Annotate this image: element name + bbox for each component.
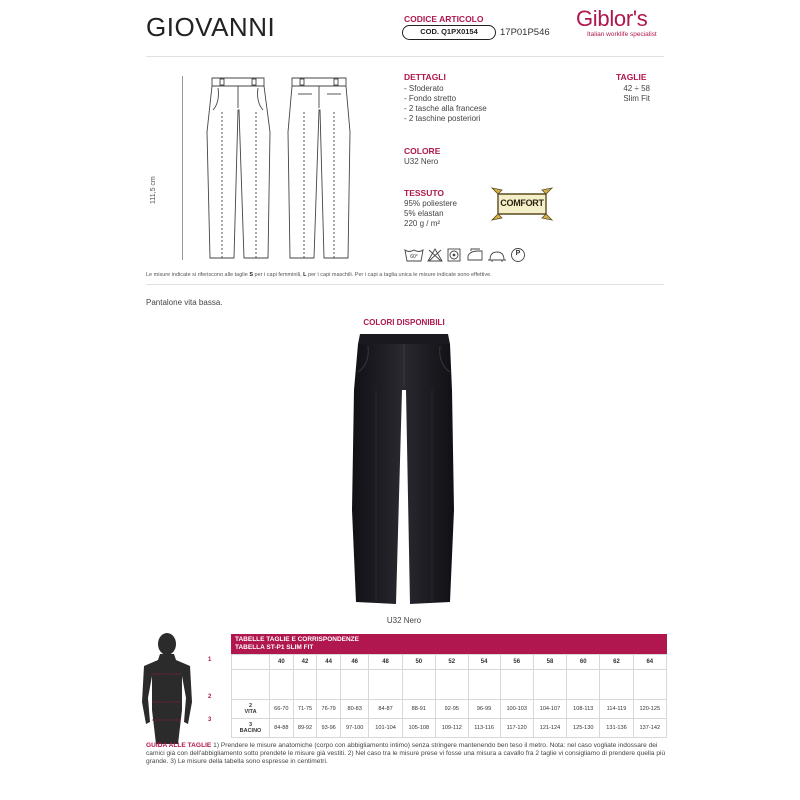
table-cell: 71-75 — [293, 700, 317, 719]
comfort-badge-label: COMFORT — [500, 198, 544, 208]
table-cell: 131-136 — [600, 719, 633, 738]
table-cell: 114-119 — [600, 700, 633, 719]
product-photo-trousers — [340, 330, 470, 610]
size-guide: GUIDA ALLE TAGLIE 1) Prendere le misure anatomiche (corpo con abbigliamento intimo) senza stringere mantenendo ben teso il metro. Nota: nel caso vogliate indossare dei camici già con dell'abbigliamento sotto prendete le misure già vestiti. 2) Nel caso tra le misure prese vi fosse una misura a cavallo fra 2 taglie vi consigliamo di prendere quella più grande. 3) Le misure della tabella sono espresse in centimetri. — [146, 742, 666, 765]
size-table-header: TABELLE TAGLIE E CORRISPONDENZE TABELLA ST-P1 SLIM FIT — [231, 634, 667, 654]
size-cell: 44 — [317, 655, 341, 670]
brand-tagline: Italian worklife specialist — [587, 31, 657, 38]
table-cell: 109-112 — [435, 719, 468, 738]
dry-icon — [488, 252, 506, 262]
size-cell: 60 — [567, 655, 600, 670]
table-cell: 121-124 — [533, 719, 566, 738]
size-table — [231, 634, 667, 738]
details-item: - 2 tasche alla francese — [404, 104, 487, 113]
row-label: 3 BACINO — [232, 719, 270, 738]
table-cell: 104-107 — [533, 700, 566, 719]
size-cell: 40 — [270, 655, 294, 670]
table-cell: 120-125 — [633, 700, 666, 719]
details-list — [404, 84, 487, 124]
height-label: 111,5 cm — [150, 176, 157, 204]
size-table-spacer-row — [232, 670, 667, 700]
table-cell: 108-113 — [567, 700, 600, 719]
technical-drawing — [200, 72, 380, 264]
wash-temp: 60° — [410, 254, 418, 260]
table-cell: 84-87 — [369, 700, 402, 719]
size-cell: 42 — [293, 655, 317, 670]
table-cell: 105-108 — [402, 719, 435, 738]
fabric-item: 220 g / m² — [404, 219, 441, 228]
details-item: - 2 taschine posteriori — [404, 114, 481, 123]
size-cell: 64 — [633, 655, 666, 670]
fabric-label: TESSUTO — [404, 188, 444, 198]
care-icons — [404, 246, 528, 264]
size-cell: 46 — [340, 655, 368, 670]
details-label: DETTAGLI — [404, 72, 446, 82]
available-colours-label: COLORI DISPONIBILI — [363, 318, 445, 327]
colour-value: U32 Nero — [404, 157, 439, 166]
table-cell: 137-142 — [633, 719, 666, 738]
body-figure-icon — [140, 632, 194, 744]
back-view — [288, 78, 350, 258]
body-mark-3: 3 — [208, 717, 212, 723]
available-colour-name: U32 Nero — [386, 616, 422, 625]
size-cell: 52 — [435, 655, 468, 670]
table-cell: 66-70 — [270, 700, 294, 719]
table-cell: 97-100 — [340, 719, 368, 738]
product-description: Pantalone vita bassa. — [146, 298, 223, 307]
product-name: GIOVANNI — [146, 12, 276, 42]
table-cell: 100-103 — [500, 700, 533, 719]
body-mark-2: 2 — [208, 694, 212, 700]
size-cell: 58 — [533, 655, 566, 670]
table-cell: 117-120 — [500, 719, 533, 738]
table-cell: 84-88 — [270, 719, 294, 738]
body-mark-1: 1 — [208, 657, 212, 663]
row-label: 2 VITA — [232, 700, 270, 719]
note-divider — [146, 284, 664, 285]
fabric-item: 5% elastan — [404, 209, 444, 218]
table-row — [232, 719, 667, 738]
table-cell: 88-91 — [402, 700, 435, 719]
details-item: - Fondo stretto — [404, 94, 457, 103]
size-note: Le misure indicate si riferiscono alle taglie S per i capi femminili, L per i capi maschili. Per i capi a taglia unica le misure indicate sono effettive. — [146, 272, 492, 278]
size-cell: 62 — [600, 655, 633, 670]
size-cell: 54 — [468, 655, 500, 670]
fabric-list — [404, 199, 457, 229]
code-label: CODICE ARTICOLO — [404, 14, 484, 24]
header-divider — [146, 56, 664, 57]
size-cell: 48 — [369, 655, 402, 670]
dry-clean-letter: P — [515, 250, 521, 257]
table-cell: 92-95 — [435, 700, 468, 719]
details-item: - Sfoderato — [404, 84, 444, 93]
front-view — [207, 78, 270, 258]
size-cell: 56 — [500, 655, 533, 670]
table-cell: 113-116 — [468, 719, 500, 738]
iron-icon — [468, 249, 482, 260]
table-row — [232, 700, 667, 719]
size-table-sizes-row — [232, 655, 667, 670]
height-line — [182, 76, 183, 260]
table-cell: 93-96 — [317, 719, 341, 738]
code-alt: 17P01P546 — [500, 27, 550, 38]
table-cell: 89-92 — [293, 719, 317, 738]
table-cell: 96-99 — [468, 700, 500, 719]
brand-logo: Giblor's — [576, 6, 648, 31]
fabric-item: 95% poliestere — [404, 199, 457, 208]
table-cell: 125-130 — [567, 719, 600, 738]
colour-label: COLORE — [404, 146, 441, 156]
code-value: COD. Q1PX0154 — [402, 25, 496, 40]
sizes-label: TAGLIE — [616, 72, 647, 82]
sizes-range: 42 ÷ 58 — [623, 84, 650, 93]
table-cell: 76-79 — [317, 700, 341, 719]
table-cell: 101-104 — [369, 719, 402, 738]
table-cell: 80-83 — [340, 700, 368, 719]
size-cell: 50 — [402, 655, 435, 670]
sizes-fit: Slim Fit — [623, 94, 650, 103]
